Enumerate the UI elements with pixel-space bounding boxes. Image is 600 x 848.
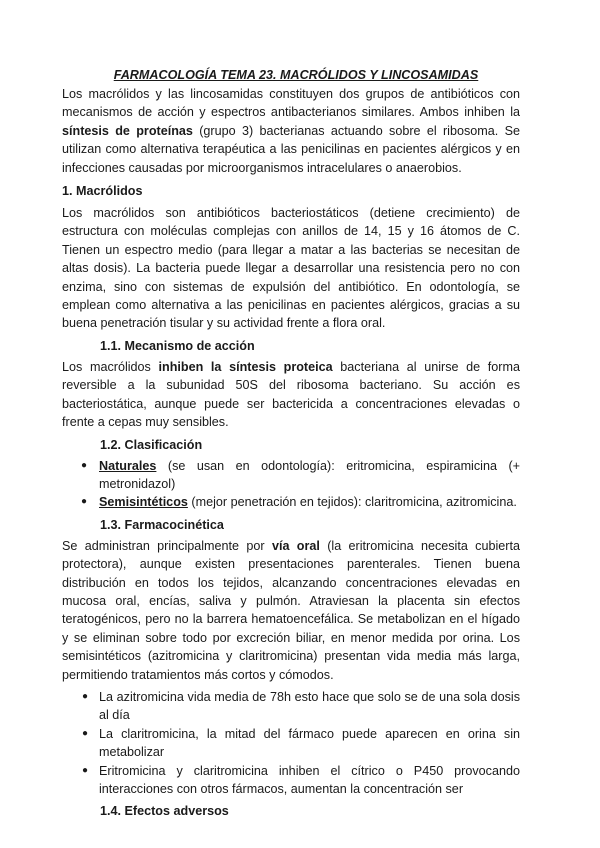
farmacocinetica-bold: vía oral [271, 538, 320, 553]
farmacocinetica-list [62, 688, 520, 798]
clasificacion-text: (mejor penetración en tejidos): claritromicina, azitromicina. [187, 495, 517, 510]
document-title: FARMACOLOGÍA TEMA 23. MACRÓLIDOS Y LINCOSAMIDAS [113, 68, 479, 82]
mecanismo-bold: inhiben la síntesis proteica [158, 359, 333, 374]
intro-paragraph [62, 85, 520, 177]
farmacocinetica-text-1: Se administran principalmente por [62, 538, 272, 553]
list-item [62, 457, 520, 494]
list-item [62, 493, 520, 511]
mecanismo-paragraph [62, 358, 520, 432]
section-heading-macrolidos: 1. Macrólidos [62, 184, 143, 199]
mecanismo-text-1: Los macrólidos [62, 359, 159, 374]
list-item: ● Eritromicina y claritromicina inhiben el cítrico o P450 provocando interacciones con otros fármacos, aumentan la concentración ser [62, 762, 520, 799]
list-item: ● La azitromicina vida media de 78h esto hace que solo se de una sola dosis al día [62, 688, 520, 725]
intro-text-1: Los macrólidos y las lincosamidas constituyen dos grupos de antibióticos con mecanismos de acción y espectros antibacterianos similares. Ambos inhiben la [62, 87, 520, 120]
mecanismo-text-2: bacteriana al unirse de forma reversible a la subunidad 50S del ribosoma bacteriano. Su acción es bacteriostática, aunque puede ser bactericida a concentraciones elevadas o frente a cepas muy sensibles. [62, 359, 520, 430]
farmacocinetica-text-2: (la eritromicina necesita cubierta protectora), aunque existen presentaciones parenterales. Tienen buena distribución en todos los tejidos, alcanzando concentraciones elevadas en mucosa oral, encías, saliva y pulmón. Atraviesan la placenta sin efectos teratogénicos, pero no la barrera hematoencefálica. Se metabolizan en el hígado y se eliminan sobre todo por excreción biliar, en menor medida por orina. Los semisintéticos (azitromicina y claritromicina) presentan vida media más larga, permitiendo tratamientos más cortos y cómodos. [62, 538, 520, 682]
farmacocinetica-paragraph [62, 537, 520, 684]
clasificacion-term: Naturales [99, 458, 157, 473]
list-item: ● La claritromicina, la mitad del fármaco puede aparecen en orina sin metabolizar [62, 725, 520, 762]
section-heading-clasificacion: 1.2. Clasificación [100, 437, 203, 452]
section-heading-mecanismo: 1.1. Mecanismo de acción [100, 338, 255, 353]
section-heading-farmacocinetica: 1.3. Farmacocinética [100, 517, 224, 532]
section-heading-efectos: 1.4. Efectos adversos [100, 804, 229, 819]
intro-bold: síntesis de proteínas [62, 123, 193, 138]
clasificacion-term: Semisintéticos [99, 495, 188, 510]
macrolidos-paragraph: Los macrólidos son antibióticos bacteriostáticos (detiene crecimiento) de estructura con moléculas complejas con anillos de 14, 15 y 16 átomos de C. Tienen un espectro medio (para llegar a matar a las bacterias se necesitan de altas dosis). La bacteria puede llegar a desarrollar una resistencia pero no con enzima, sino con sistemas de expulsión del antibiótico. En odontología, se emplean como alternativa a las penicilinas en pacientes alérgicos, gracias a su buena penetración tisular y su actividad frente a flora oral. [62, 206, 520, 331]
clasificacion-text: (se usan en odontología): eritromicina, espiramicina (+ metronidazol) [99, 458, 520, 491]
intro-text-2: (grupo 3) bacterianas actuando sobre el ribosoma. Se utilizan como alternativa terapéutica a las penicilinas en pacientes alérgicos y en infecciones causadas por microorganismos intracelulares o anaerobios. [62, 123, 520, 175]
clasificacion-list [62, 457, 520, 512]
